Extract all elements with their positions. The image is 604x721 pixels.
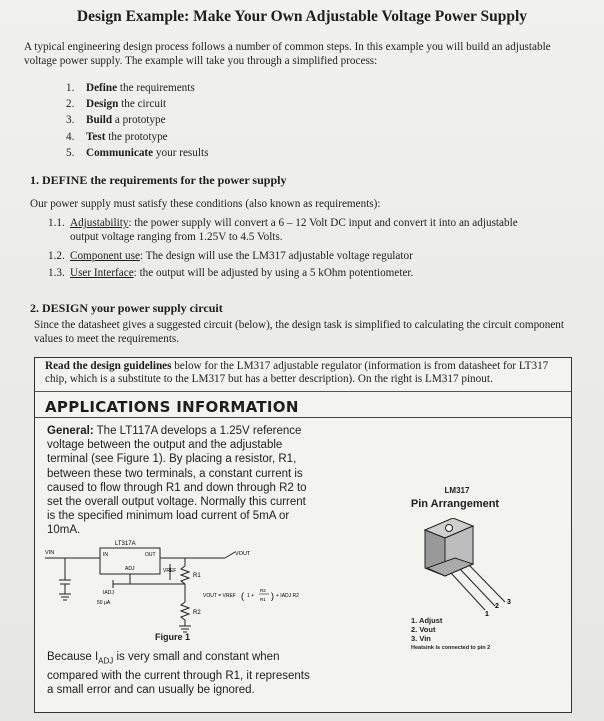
general-paragraph: General: The LT117A develops a 1.25V reference voltage between the output and the adjustable terminal (see Figure 1). By placing a resistor, R1, between these two terminals, a constant current is caused to flow through R1 and down through R2 to set the overall output voltage. Normally this current is the specified minimum load current of 5mA or 10mA. bbox=[47, 425, 307, 537]
r2-label: R2 bbox=[193, 610, 201, 616]
equation-right: + IADJ R2 bbox=[276, 593, 299, 599]
out-pin-label: OUT bbox=[145, 552, 156, 558]
pin-item: 1. Adjust bbox=[411, 616, 443, 625]
pin-number-3: 3 bbox=[507, 599, 511, 606]
vref-label: VREF bbox=[163, 568, 177, 574]
divider bbox=[35, 417, 571, 418]
circuit-diagram bbox=[45, 536, 345, 636]
pin-item: 3. Vin bbox=[411, 634, 431, 643]
pin-arrangement-title: Pin Arrangement bbox=[410, 498, 500, 510]
vout-label: VOUT bbox=[235, 551, 251, 557]
svg-text:(: ( bbox=[241, 591, 244, 601]
section2-paragraph: Since the datasheet gives a suggested circuit (below), the design task is simplified to calculating the circuit component values to meet the requirements. bbox=[34, 319, 565, 345]
pin-number-2: 2 bbox=[495, 603, 499, 610]
in-pin-label: IN bbox=[103, 552, 108, 558]
equation-left: VOUT = VREF bbox=[203, 593, 236, 599]
box-instruction: Read the design guidelines below for the LM317 adjustable regulator (information is from datasheet for LT317 chip, which is a substitute to the LM317 but has a better description). On the right is LM317 pinout. bbox=[45, 360, 549, 385]
divider bbox=[35, 391, 571, 392]
steps-list bbox=[66, 80, 208, 161]
intro-paragraph: A typical engineering design process follows a number of common steps. In this example you will build an adjustable voltage power supply. The example will take you through a simplified process: bbox=[24, 41, 551, 67]
equation-mid: 1 + bbox=[247, 593, 255, 599]
pin-number-1: 1 bbox=[485, 611, 489, 618]
step-item: 4. Test the prototype bbox=[66, 130, 168, 143]
adj-pin-label: ADJ bbox=[125, 566, 135, 572]
r1-label: R1 bbox=[193, 573, 201, 579]
datasheet-box bbox=[34, 357, 572, 713]
iadj-label: IADJ bbox=[103, 590, 114, 596]
vin-label: VIN bbox=[45, 550, 55, 556]
requirement-item: 1.2. Component use: The design will use the LM317 adjustable voltage regulator bbox=[48, 250, 413, 262]
step-item: 3. Build a prototype bbox=[66, 114, 166, 127]
heatsink-note: Heatsink is connected to pin 2 bbox=[411, 645, 491, 651]
step-item: 1. Define the requirements bbox=[66, 82, 195, 94]
pin-list bbox=[411, 616, 442, 643]
iadj-value: 50 μA bbox=[97, 600, 111, 606]
because-paragraph: Because $I_{ADJ}$ is very small and constant when compared with the current through R1, it represents a small error and can usually be ignored. bbox=[47, 651, 310, 696]
section2-heading: 2. DESIGN your power supply circuit bbox=[30, 301, 223, 315]
requirement-item: 1.1. Adjustability: the power supply will convert a 6 – 12 Volt DC input and convert it into an adjustable output voltage ranging from 1.25V to 4.5 Volts. bbox=[48, 217, 518, 243]
equation-denominator: R1 bbox=[260, 597, 266, 602]
pin-item: 2. Vout bbox=[411, 625, 436, 634]
equation-numerator: R2 bbox=[260, 588, 266, 593]
chip-label: LT317A bbox=[115, 541, 136, 547]
to220-package-drawing bbox=[415, 518, 525, 618]
requirement-item: 1.3. User Interface: the output will be adjusted by using a 5 kOhm potentiometer. bbox=[48, 267, 414, 279]
page-title: Design Example: Make Your Own Adjustable Voltage Power Supply bbox=[76, 8, 528, 25]
step-item: 2. Design the circuit bbox=[66, 98, 167, 111]
lm317-title: LM317 bbox=[444, 486, 470, 495]
section1-heading: 1. DEFINE the requirements for the power supply bbox=[30, 173, 287, 187]
figure-caption: Figure 1 bbox=[155, 632, 191, 642]
svg-text:): ) bbox=[271, 591, 274, 601]
applications-heading: APPLICATIONS INFORMATION bbox=[45, 398, 299, 416]
step-item: 5. Communicate your results bbox=[66, 146, 209, 159]
section1-paragraph: Our power supply must satisfy these conditions (also known as requirements): bbox=[30, 198, 381, 210]
